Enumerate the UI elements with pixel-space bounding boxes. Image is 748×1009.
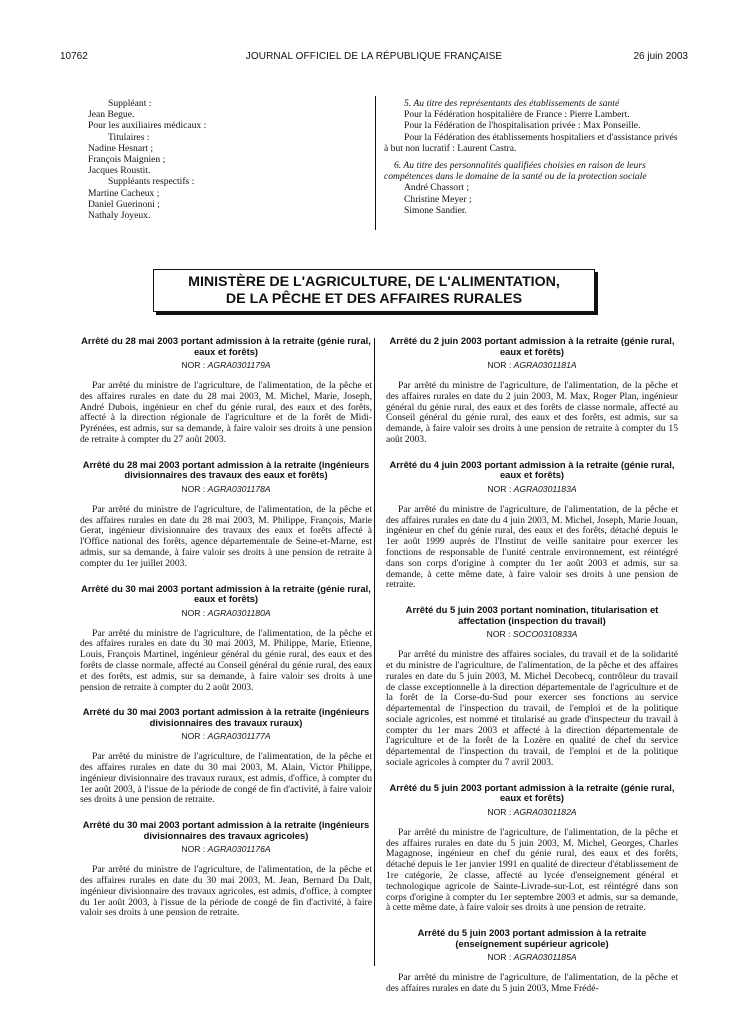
decree-body: Par arrêté du ministre de l'agriculture, de l'alimentation, de la pêche et des affaires rurales en date du 30 mai 2003, M. Philippe, Marie, Etienne, Louis, François Martinel, ingénieur général du génie rural, des eaux et des forêts de classe normale, affecté au Conseil général du génie rural, des eaux et des forêts, est admis, sur sa demande, à faire valoir ses droits à une pension de retraite à compter du 2 août 2003. bbox=[80, 627, 372, 693]
nor-label: NOR : bbox=[181, 731, 206, 742]
top-right-line: Pour la Fédération des établissements hospitaliers et d'assistance privés à but non lucratif : Laurent Castra. bbox=[384, 131, 678, 154]
nor-reference bbox=[386, 484, 678, 495]
nor-reference bbox=[80, 844, 372, 855]
decree-title: Arrêté du 5 juin 2003 portant admission à la retraite (enseignement supérieur agricole) bbox=[417, 927, 647, 949]
top-right-line: Simone Sandier. bbox=[404, 204, 467, 216]
decree-title: Arrêté du 2 juin 2003 portant admission à la retraite (génie rural, eaux et forêts) bbox=[389, 335, 675, 357]
nor-code: AGRA0301180A bbox=[207, 607, 271, 618]
journal-title: JOURNAL OFFICIEL DE LA RÉPUBLIQUE FRANÇAISE bbox=[245, 51, 503, 62]
ministry-heading-box bbox=[153, 269, 595, 312]
decree-title: Arrêté du 30 mai 2003 portant admission à la retraite (génie rural, eaux et forêts) bbox=[81, 582, 371, 605]
decree-body: Par arrêté du ministre de l'agriculture, de l'alimentation, de la pêche et des affaires rurales en date du 28 mai 2003, M. Michel, Marie, Joseph, André Dubois, ingénieur en chef du génie rural, des eaux et des forêts, affecté à la direction régionale de l'agriculture et de la forêt de Midi-Pyrénées, est admis, sur sa demande, à faire valoir ses droits à une pension de retraite à compter du 27 août 2003. bbox=[80, 379, 372, 445]
nor-label: NOR : bbox=[181, 844, 206, 855]
decree-body: Par arrêté du ministre de l'agriculture, de l'alimentation, de la pêche et des affaires rurales en date du 4 juin 2003, M. Michel, Joseph, Marie Jouan, ingénieur en chef du génie rural, des eaux et des forêts, détaché depuis le 1er août 1999 auprès de l'Institut de veille sanitaire pour exercer les fonctions de responsable de l'unité centrale environnement, est réintégré dans son corps d'origine à compter du 1er août 2003 et admis, sur sa demande, à cette même date, à faire valoir ses droits à une pension de retraite. bbox=[386, 503, 678, 591]
nor-code: AGRA0301182A bbox=[513, 807, 577, 818]
top-left-line: Pour les auxiliaires médicaux : bbox=[88, 120, 207, 132]
nor-reference bbox=[386, 629, 678, 640]
decree-article bbox=[80, 707, 372, 806]
nor-code: SOCO0310833A bbox=[512, 629, 578, 640]
top-left-line: Nadine Hesnart ; bbox=[88, 142, 154, 154]
publication-date: 26 juin 2003 bbox=[633, 51, 688, 62]
nor-label: NOR : bbox=[486, 629, 511, 640]
decree-title: Arrêté du 30 mai 2003 portant admission à la retraite (ingénieurs divisionnaires des travaux agricoles) bbox=[82, 819, 370, 841]
page-number: 10762 bbox=[60, 51, 88, 62]
top-left-line: Titulaires : bbox=[108, 131, 150, 143]
nor-label: NOR : bbox=[487, 952, 512, 963]
nor-reference bbox=[80, 360, 372, 371]
nor-code: AGRA0301178A bbox=[207, 483, 271, 494]
top-left-line: Nathaly Joyeux. bbox=[88, 210, 151, 222]
decree-article bbox=[80, 820, 372, 919]
nor-reference bbox=[80, 608, 372, 619]
top-left-line: Daniel Guerinoni ; bbox=[88, 198, 160, 210]
nor-code: AGRA0301177A bbox=[207, 731, 271, 742]
decree-title: Arrêté du 30 mai 2003 portant admission à la retraite (ingénieurs divisionnaires des travaux ruraux) bbox=[82, 706, 370, 728]
decree-title: Arrêté du 5 juin 2003 portant admission à la retraite (génie rural, eaux et forêts) bbox=[389, 781, 675, 804]
column-divider-top bbox=[375, 96, 376, 230]
column-divider bbox=[374, 338, 375, 966]
top-right-line: 5. Au titre des représentants des établissements de santé bbox=[404, 98, 620, 109]
top-right-line: André Chassort ; bbox=[404, 182, 470, 194]
nor-label: NOR : bbox=[487, 360, 512, 371]
decree-title: Arrêté du 28 mai 2003 portant admission à la retraite (génie rural, eaux et forêts) bbox=[81, 335, 371, 357]
top-right-line: 6. Au titre des personnalités qualifiées choisies en raison de leurs compétences dans le domaine de la santé ou de la protection sociale bbox=[384, 160, 647, 183]
nor-reference bbox=[80, 484, 372, 495]
nor-label: NOR : bbox=[181, 607, 206, 618]
left-column bbox=[80, 336, 372, 933]
decree-body: Par arrêté du ministre de l'agriculture, de l'alimentation, de la pêche et des affaires rurales en date du 30 mai 2003, M. Jean, Bernard Da Dalt, ingénieur divisionnaire des travaux agricoles, est admis, d'office, à compter du 1er août 2003, à l'issue de la période de congé de fin d'activité, à faire valoir ses droits à une pension de retraite. bbox=[80, 864, 372, 919]
nor-code: AGRA0301181A bbox=[513, 360, 577, 371]
top-left-line: Jacques Roustit. bbox=[88, 165, 151, 177]
decree-body: Par arrêté du ministre de l'agriculture, de l'alimentation, de la pêche et des affaires rurales en date du 5 juin 2003, M. Michel, Georges, Charles Magagnose, ingénieur en chef du génie rural, des eaux et des forêts, détaché depuis le 1er janvier 1991 en qualité de directeur d'établissement de 1re catégorie, 2e classe, affecté au lycée d'enseignement général et technologique agricole de Sainte-Livrade-sur-Lot, est réintégré dans son corps d'origine à compter du 1er septembre 2003 et admis, sur sa demande, à cette même date, à faire valoir ses droits à une pension de retraite. bbox=[386, 826, 678, 914]
ministry-heading-line2: DE LA PÊCHE ET DES AFFAIRES RURALES bbox=[225, 291, 523, 307]
top-left-line: Jean Begue. bbox=[88, 109, 135, 121]
decree-article bbox=[386, 783, 678, 914]
decree-article bbox=[80, 584, 372, 694]
right-column bbox=[386, 336, 678, 1009]
top-left-line: François Maignien ; bbox=[88, 154, 166, 166]
page-header bbox=[0, 51, 748, 67]
nor-code: AGRA0301179A bbox=[207, 360, 271, 371]
decree-article bbox=[80, 336, 372, 446]
decree-body: Par arrêté du ministre de l'agriculture, de l'alimentation, de la pêche et des affaires rurales en date du 28 mai 2003, M. Philippe, François, Marie Gerat, ingénieur divisionnaire des travaux des eaux et forêts affecté à l'Office national des forêts, agence départementale de Seine-et-Marne, est admis, sur sa demande, à faire valoir ses droits à une pension de retraite à compter du 1er juillet 2003. bbox=[80, 503, 372, 569]
decree-article bbox=[386, 460, 678, 591]
top-left-line: Martine Cacheux ; bbox=[88, 187, 160, 199]
nor-reference bbox=[386, 360, 678, 371]
top-right-line: Pour la Fédération hospitalière de France : Pierre Lambert. bbox=[404, 109, 630, 121]
nor-code: AGRA0301183A bbox=[513, 483, 577, 494]
decree-body: Par arrêté du ministre des affaires sociales, du travail et de la solidarité et du ministre de l'agriculture, de l'alimentation, de la pêche et des affaires rurales en date du 5 juin 2003, M. Michel Decobecq, contrôleur du travail de classe exceptionnelle à la direction départementale de l'agriculture et de la forêt de la Corse-du-Sud pour exercer ses fonctions au service départemental de l'inspection du travail, de l'emploi et de la politique sociale agricoles, est nommé et titularisé au grade d'inspecteur du travail à compter du 1er mars 2003 et affecté à la direction départementale de l'agriculture et de la forêt de la Lozère en qualité de chef du service départemental de l'inspection du travail, de l'emploi et de la politique sociale agricoles à compter du 7 avril 2003. bbox=[386, 649, 678, 769]
nor-reference bbox=[80, 731, 372, 742]
nor-code: AGRA0301176A bbox=[207, 844, 271, 855]
nor-label: NOR : bbox=[181, 483, 206, 494]
nor-reference bbox=[386, 952, 678, 963]
top-left-line: Suppléant : bbox=[108, 98, 152, 109]
top-right-column bbox=[384, 98, 684, 216]
nor-label: NOR : bbox=[487, 483, 512, 494]
decree-article bbox=[386, 605, 678, 769]
decree-title: Arrêté du 5 juin 2003 portant nomination, titularisation et affectation (inspection du travail) bbox=[405, 604, 659, 626]
decree-title: Arrêté du 4 juin 2003 portant admission à la retraite (génie rural, eaux et forêts) bbox=[389, 458, 675, 481]
ministry-heading-line1: MINISTÈRE DE L'AGRICULTURE, DE L'ALIMENTATION, bbox=[188, 274, 560, 290]
nor-reference bbox=[386, 807, 678, 818]
top-left-line: Suppléants respectifs : bbox=[108, 176, 195, 188]
nor-label: NOR : bbox=[487, 807, 512, 818]
decree-body: Par arrêté du ministre de l'agriculture, de l'alimentation, de la pêche et des affaires rurales en date du 5 juin 2003, Mme Frédé- bbox=[386, 972, 678, 995]
decree-article bbox=[386, 928, 678, 995]
decree-article bbox=[386, 336, 678, 446]
decree-title: Arrêté du 28 mai 2003 portant admission à la retraite (ingénieurs divisionnaires des travaux des eaux et forêts) bbox=[82, 458, 370, 481]
top-right-line: Pour la Fédération de l'hospitalisation privée : Max Ponseille. bbox=[404, 120, 641, 132]
decree-body: Par arrêté du ministre de l'agriculture, de l'alimentation, de la pêche et des affaires rurales en date du 2 juin 2003, M. Max, Roger Plan, ingénieur général du génie rural, des eaux et des forêts de classe normale, affecté au Conseil général du génie rural, des eaux et des forêts, est admis, sur sa demande, à faire valoir ses droits à une pension de retraite à compter du 15 août 2003. bbox=[386, 379, 678, 445]
decree-body: Par arrêté du ministre de l'agriculture, de l'alimentation, de la pêche et des affaires rurales en date du 30 mai 2003, M. Alain, Victor Philippe, ingénieur divisionnaire des travaux ruraux, est admis, d'office, à compter du 1er août 2003, à l'issue de la période de congé de fin d'activité, à faire valoir ses droits à une pension de retraite. bbox=[80, 751, 372, 806]
nor-code: AGRA0301185A bbox=[513, 952, 577, 963]
top-left-column bbox=[88, 98, 368, 221]
decree-article bbox=[80, 460, 372, 570]
top-right-line: Christine Meyer ; bbox=[404, 193, 472, 205]
nor-label: NOR : bbox=[181, 360, 206, 371]
